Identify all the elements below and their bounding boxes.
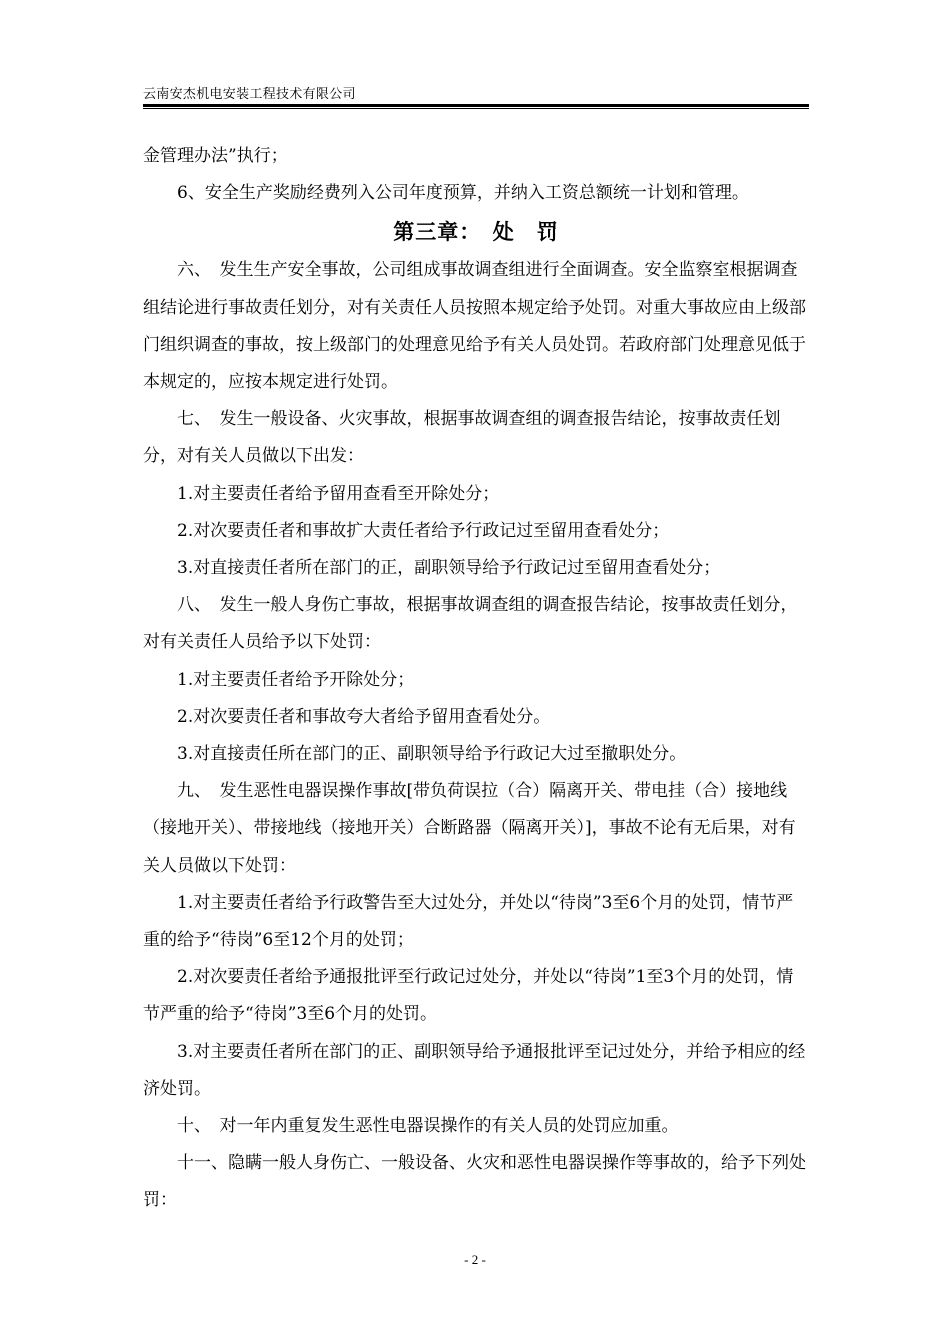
clause-10: 十、 对一年内重复发生恶性电器误操作的有关人员的处罚应加重。 xyxy=(177,1116,679,1137)
header-divider xyxy=(143,104,809,107)
clause-7-item-3: 3.对直接责任者所在部门的正，副职领导给予行政记过至留用查看处分； xyxy=(177,558,721,579)
clause-9-item-2: 2.对次要责任者给予通报批评至行政记过处分，并处以“待岗”1至3个月的处罚，情节严重的给予“待岗”3至6个月的处罚。 xyxy=(143,967,794,1025)
clause-8-item-2: 2.对次要责任者和事故夸大者给予留用查看处分。 xyxy=(177,706,551,727)
clause-11: 十一、隐瞒一般人身伤亡、一般设备、火灾和恶性电器误操作等事故的，给予下列处罚： xyxy=(143,1153,806,1211)
header-divider-thin xyxy=(143,108,809,109)
company-name: 云南安杰机电安装工程技术有限公司 xyxy=(143,87,356,102)
clause-9-item-3: 3.对主要责任者所在部门的正、副职领导给予通报批评至记过处分，并给予相应的经济处罚。 xyxy=(143,1041,806,1099)
document-body xyxy=(143,138,809,1220)
clause-7: 七、 发生一般设备、火灾事故，根据事故调查组的调查报告结论，按事故责任划分，对有关人员做以下出发： xyxy=(143,409,781,467)
page-number: - 2 - xyxy=(464,1252,486,1267)
paragraph: 金管理办法”执行； xyxy=(143,146,288,166)
clause-8-item-1: 1.对主要责任者给予开除处分； xyxy=(177,669,415,690)
clause-9: 九、 发生恶性电器误操作事故[带负荷误拉（合）隔离开关、带电挂（合）接地线（接地开关）、带接地线（接地开关）合断路器（隔离开关）]，事故不论有无后果，对有关人员做以下处罚： xyxy=(143,781,796,876)
clause-9-item-1: 1.对主要责任者给予行政警告至大过处分，并处以“待岗”3至6个月的处罚，情节严重的给予“待岗”6至12个月的处罚； xyxy=(143,892,794,951)
paragraph: 6、安全生产奖励经费列入公司年度预算，并纳入工资总额统一计划和管理。 xyxy=(177,183,749,204)
chapter-title: 第三章： 处 罚 xyxy=(393,220,559,245)
clause-8-item-3: 3.对直接责任所在部门的正、副职领导给予行政记大过至撤职处分。 xyxy=(177,744,687,765)
clause-8: 八、 发生一般人身伤亡事故，根据事故调查组的调查报告结论，按事故责任划分，对有关责任人员给予以下处罚： xyxy=(143,595,798,653)
clause-7-item-1: 1.对主要责任者给予留用查看至开除处分； xyxy=(177,483,500,504)
clause-6: 六、 发生生产安全事故，公司组成事故调查组进行全面调查。安全监察室根据调查组结论进行事故责任划分，对有关责任人员按照本规定给予处罚。对重大事故应由上级部门组织调查的事故，按上级部门的处理意见给予有关人员处罚。若政府部门处理意见低于本规定的，应按本规定进行处罚。 xyxy=(143,260,806,393)
clause-7-item-2: 2.对次要责任者和事故扩大责任者给予行政记过至留用查看处分； xyxy=(177,520,670,541)
